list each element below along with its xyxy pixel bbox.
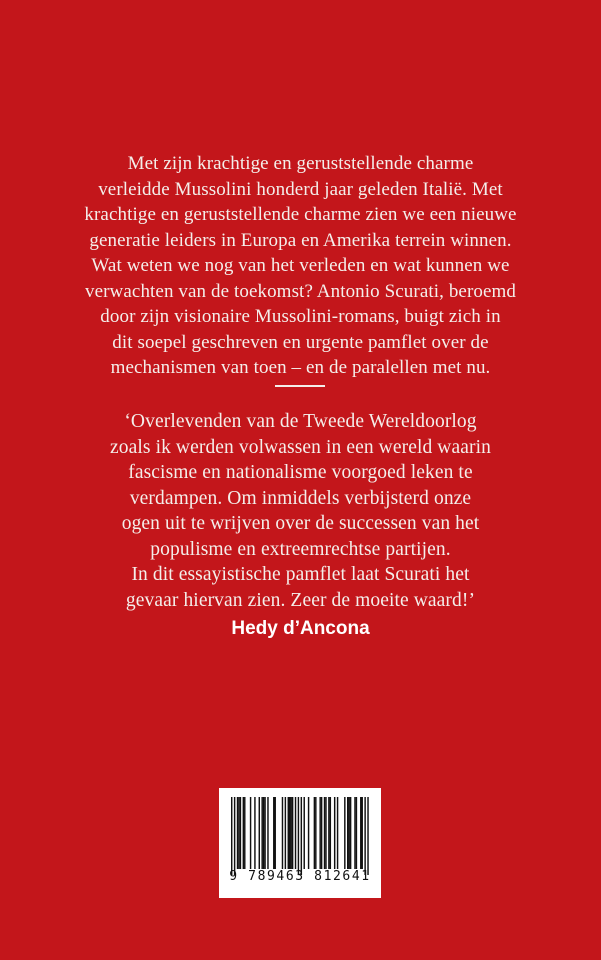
- blurb-line: generatie leiders in Europa en Amerika terrein winnen.: [89, 229, 512, 251]
- barcode-bar: [347, 797, 348, 869]
- barcode-bar: [362, 797, 363, 869]
- barcode-bar: [288, 797, 289, 869]
- barcode-bar: [360, 797, 361, 869]
- barcode-bar: [367, 797, 368, 875]
- isbn-number: 9 789463 812641: [229, 869, 371, 884]
- barcode-bar: [330, 797, 331, 869]
- barcode-bar: [243, 797, 244, 869]
- blurb-line: dit soepel geschreven en urgente pamflet over de: [112, 331, 489, 353]
- barcode-bar: [298, 797, 299, 875]
- quote-line: gevaar hiervan zien. Zeer de moeite waard!’: [125, 589, 476, 611]
- blurb-line: krachtige en geruststellende charme zien we een nieuwe: [84, 204, 517, 225]
- barcode-bar: [285, 797, 286, 869]
- barcode-bar: [354, 797, 355, 869]
- barcode-bar: [344, 797, 345, 869]
- barcode-bar: [325, 797, 326, 869]
- barcode-bar: [364, 797, 365, 875]
- review-quote: [0, 409, 601, 613]
- barcode-bar: [289, 797, 290, 869]
- quote-line: In dit essayistische pamflet laat Scurati het: [131, 564, 470, 585]
- quote-line: verdampen. Om inmiddels verbijsterd onze: [129, 487, 472, 509]
- barcode-bar: [240, 797, 241, 869]
- barcode-bar: [308, 797, 309, 869]
- barcode-bar: [264, 797, 265, 869]
- blurb-line: mechanismen van toen – en de paralellen met nu.: [110, 357, 491, 378]
- barcode-bar: [301, 797, 302, 875]
- barcode-bar: [334, 797, 335, 869]
- barcode-bar: [356, 797, 357, 869]
- blurb-line: verwachten van de toekomst? Antonio Scurati, beroemd: [85, 280, 516, 302]
- blurb-line: Met zijn krachtige en geruststellende charme: [127, 153, 474, 174]
- quote-line: ‘Overlevenden van de Tweede Wereldoorlog: [124, 411, 477, 432]
- barcode-bar: [319, 797, 320, 869]
- barcode-bar: [237, 797, 238, 869]
- barcode-bar: [314, 797, 315, 869]
- barcode-bar: [337, 797, 338, 869]
- barcode-bar: [250, 797, 251, 869]
- barcode-bar: [282, 797, 283, 869]
- isbn-barcode: [219, 788, 381, 898]
- barcode-bar: [273, 797, 274, 869]
- barcode-bar: [348, 797, 349, 869]
- barcode-bar: [238, 797, 239, 869]
- barcode-bar: [275, 797, 276, 869]
- barcode-bar: [304, 797, 305, 869]
- barcode-bar: [244, 797, 245, 869]
- barcode-bar: [290, 797, 291, 869]
- barcode-bar: [315, 797, 316, 869]
- barcode-bar: [328, 797, 329, 869]
- barcode-bar: [295, 797, 296, 869]
- quote-author: Hedy d’Ancona: [231, 618, 370, 639]
- barcode-bar: [321, 797, 322, 869]
- quote-line: fascisme en nationalisme voorgoed leken te: [128, 462, 473, 483]
- section-divider: [275, 385, 325, 387]
- quote-line: zoals ik werden volwassen in een wereld waarin: [110, 436, 491, 458]
- barcode-bar: [231, 797, 232, 875]
- quote-line: populisme en extreemrechtse partijen.: [150, 538, 451, 560]
- barcode-bar: [234, 797, 235, 875]
- quote-line: ogen uit te wrijven over de successen van het: [121, 513, 480, 534]
- barcode-bar: [324, 797, 325, 869]
- barcode-bar: [263, 797, 264, 869]
- blurb-line: door zijn visionaire Mussolini-romans, buigt zich in: [100, 306, 501, 327]
- barcode-bar: [259, 797, 260, 869]
- blurb-line: verleidde Mussolini honderd jaar geleden Italië. Met: [98, 178, 503, 200]
- blurb-text: [0, 151, 601, 381]
- barcode-bar: [292, 797, 293, 869]
- barcode-bar: [254, 797, 255, 869]
- barcode-bar: [261, 797, 262, 869]
- barcode-bar: [350, 797, 351, 869]
- barcode-bar: [267, 797, 268, 869]
- blurb-line: Wat weten we nog van het verleden en wat kunnen we: [91, 255, 510, 276]
